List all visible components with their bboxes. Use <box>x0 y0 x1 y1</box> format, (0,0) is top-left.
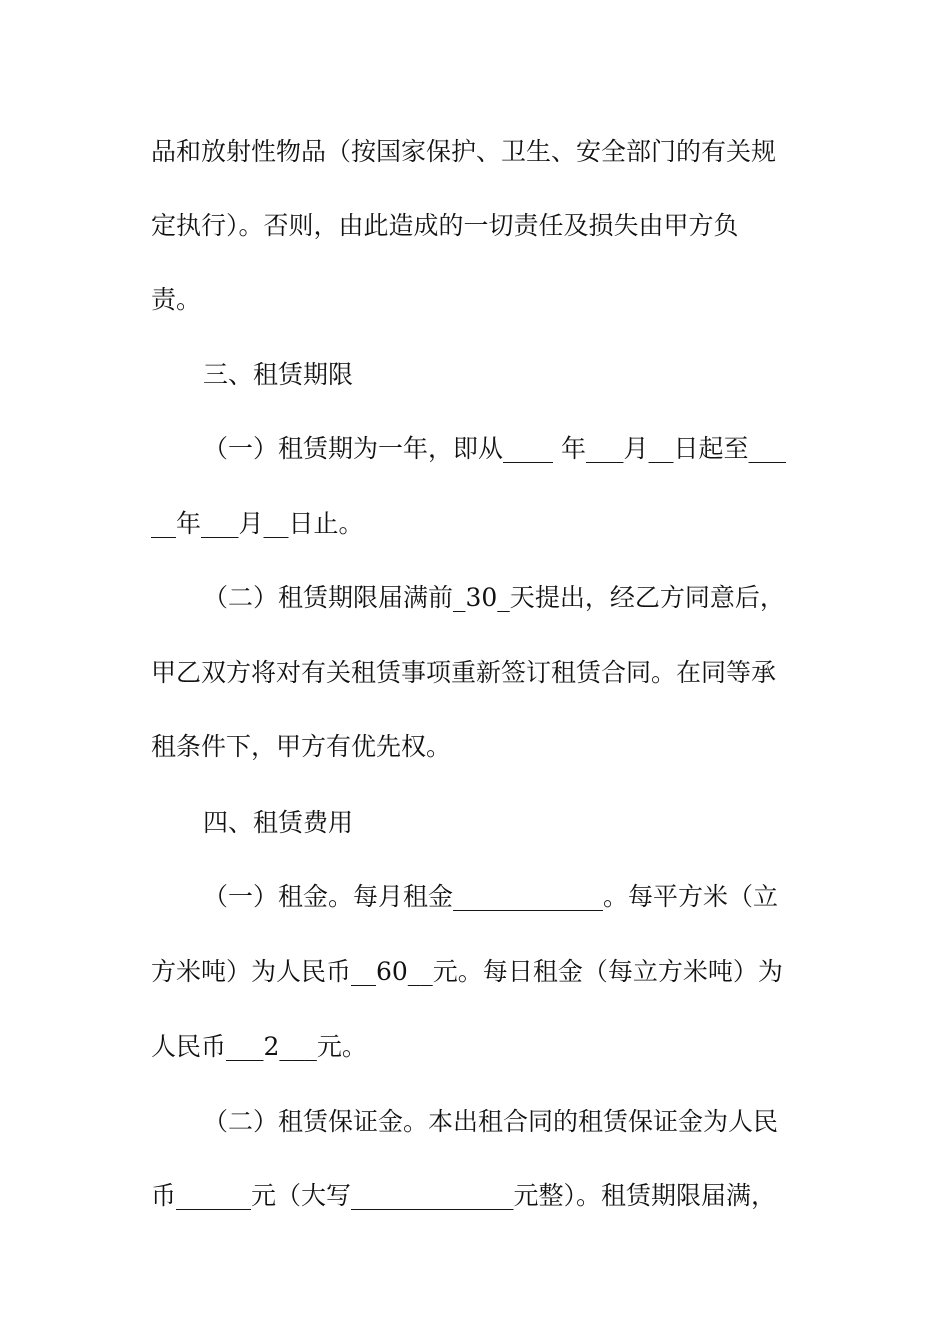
paragraph-line: __年___月__日止。 <box>151 509 364 538</box>
paragraph-line: 方米吨）为人民币__60__元。每日租金（每立方米吨）为 <box>151 957 783 986</box>
paragraph-line: 人民币___2___元。 <box>151 1032 367 1061</box>
paragraph-line: 甲乙双方将对有关租赁事项重新签订租赁合同。在同等承 <box>151 658 777 687</box>
paragraph-line: 币______元（大写_____________元整）。租赁期限届满， <box>151 1181 777 1210</box>
paragraph-line: （二）租赁保证金。本出租合同的租赁保证金为人民 <box>203 1107 779 1136</box>
paragraph-line: （一）租金。每月租金____________。每平方米（立 <box>203 882 779 911</box>
paragraph-line: 租条件下，甲方有优先权。 <box>151 732 452 761</box>
paragraph-line: 责。 <box>151 285 202 314</box>
paragraph-line: （二）租赁期限届满前_30_天提出，经乙方同意后， <box>203 583 785 612</box>
section-heading: 三、租赁期限 <box>203 360 354 389</box>
paragraph-line: 品和放射性物品（按国家保护、卫生、安全部门的有关规 <box>151 137 777 166</box>
section-heading: 四、租赁费用 <box>203 808 354 837</box>
paragraph-line: （一）租赁期为一年，即从____ 年___月__日起至___ <box>203 434 786 463</box>
paragraph-line: 定执行）。否则，由此造成的一切责任及损失由甲方负 <box>151 211 739 240</box>
